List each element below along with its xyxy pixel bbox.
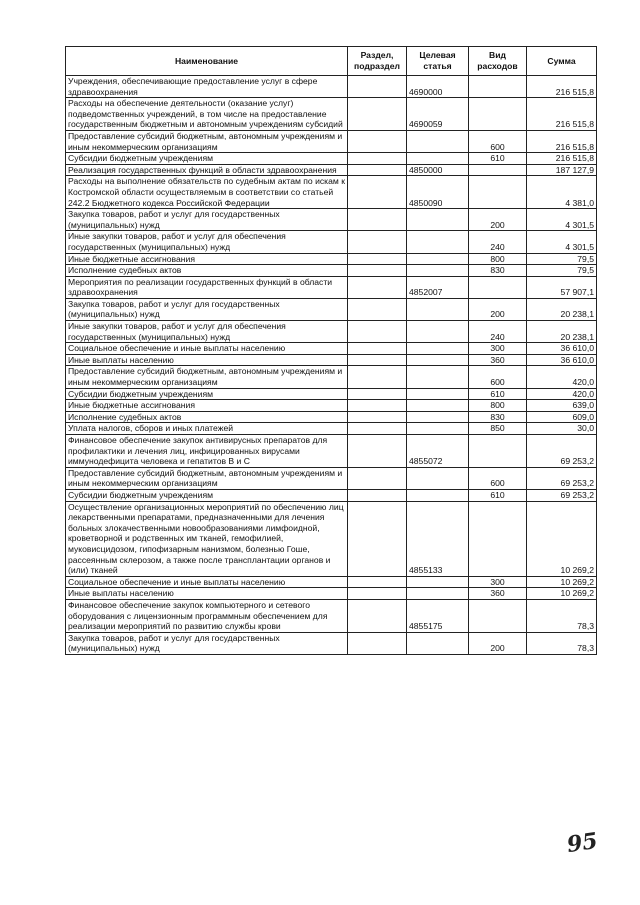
row-target xyxy=(407,209,469,231)
row-section xyxy=(348,209,407,231)
row-target xyxy=(407,576,469,588)
row-target xyxy=(407,265,469,277)
table-row xyxy=(66,489,597,501)
table-row xyxy=(66,321,597,343)
header-kind: Вид расходов xyxy=(469,47,527,76)
row-target xyxy=(407,153,469,165)
row-kind xyxy=(469,76,527,98)
row-target: 4852007 xyxy=(407,276,469,298)
row-section xyxy=(348,265,407,277)
row-kind: 610 xyxy=(469,489,527,501)
row-sum: 609,0 xyxy=(527,411,597,423)
row-section xyxy=(348,423,407,435)
row-sum: 69 253,2 xyxy=(527,435,597,468)
row-section xyxy=(348,411,407,423)
row-kind xyxy=(469,98,527,131)
table-row xyxy=(66,209,597,231)
row-kind: 850 xyxy=(469,423,527,435)
row-name: Осуществление организационных мероприятий по обеспечению лиц лекарственными препаратами, предназначенными для лечения больных злокачественными новообразованиями лимфоидной, кроветворной и родственных им тканей, гемофилией, муковисцидозом, гипофизарным нанизмом, болезнью Гоше, рассеянным склерозом, а также после трансплантации органов и (или) тканей xyxy=(66,501,348,576)
header-target: Целевая статья xyxy=(407,47,469,76)
row-target xyxy=(407,588,469,600)
row-kind: 600 xyxy=(469,130,527,152)
row-target xyxy=(407,400,469,412)
row-kind: 200 xyxy=(469,632,527,654)
row-sum: 216 515,8 xyxy=(527,76,597,98)
table-row xyxy=(66,632,597,654)
row-name: Иные бюджетные ассигнования xyxy=(66,400,348,412)
row-kind xyxy=(469,164,527,176)
table-row xyxy=(66,265,597,277)
row-kind: 240 xyxy=(469,231,527,253)
row-target: 4690059 xyxy=(407,98,469,131)
row-sum: 69 253,2 xyxy=(527,467,597,489)
row-name: Реализация государственных функций в области здравоохранения xyxy=(66,164,348,176)
table-row xyxy=(66,467,597,489)
row-name: Субсидии бюджетным учреждениям xyxy=(66,489,348,501)
row-section xyxy=(348,354,407,366)
row-sum: 36 610,0 xyxy=(527,343,597,355)
table-row xyxy=(66,343,597,355)
row-target xyxy=(407,411,469,423)
row-target: 4690000 xyxy=(407,76,469,98)
row-sum: 4 381,0 xyxy=(527,176,597,209)
row-kind xyxy=(469,176,527,209)
row-section xyxy=(348,388,407,400)
row-name: Иные выплаты населению xyxy=(66,588,348,600)
row-kind: 360 xyxy=(469,588,527,600)
row-kind: 830 xyxy=(469,411,527,423)
row-section xyxy=(348,276,407,298)
row-sum: 10 269,2 xyxy=(527,501,597,576)
row-sum: 216 515,8 xyxy=(527,130,597,152)
row-kind: 610 xyxy=(469,153,527,165)
row-name: Иные закупки товаров, работ и услуг для обеспечения государственных (муниципальных) нужд xyxy=(66,231,348,253)
table-header-row xyxy=(66,47,597,76)
row-section xyxy=(348,576,407,588)
table-row xyxy=(66,176,597,209)
row-sum: 639,0 xyxy=(527,400,597,412)
row-name: Исполнение судебных актов xyxy=(66,265,348,277)
table-row xyxy=(66,501,597,576)
row-name: Расходы на обеспечение деятельности (оказание услуг) подведомственных учреждений, в том числе на предоставление государственным бюджетным и автономным учреждениям субсидий xyxy=(66,98,348,131)
row-name: Исполнение судебных актов xyxy=(66,411,348,423)
row-target: 4850000 xyxy=(407,164,469,176)
row-target: 4855133 xyxy=(407,501,469,576)
row-section xyxy=(348,632,407,654)
row-section xyxy=(348,400,407,412)
row-section xyxy=(348,130,407,152)
row-sum: 4 301,5 xyxy=(527,209,597,231)
table-row xyxy=(66,298,597,320)
row-target xyxy=(407,298,469,320)
row-section xyxy=(348,435,407,468)
table-row xyxy=(66,435,597,468)
row-target: 4850090 xyxy=(407,176,469,209)
row-section xyxy=(348,489,407,501)
table-row xyxy=(66,253,597,265)
row-sum: 20 238,1 xyxy=(527,321,597,343)
header-section: Раздел, подраздел xyxy=(348,47,407,76)
row-name: Социальное обеспечение и иные выплаты населению xyxy=(66,343,348,355)
row-kind xyxy=(469,599,527,632)
row-name: Закупка товаров, работ и услуг для государственных (муниципальных) нужд xyxy=(66,209,348,231)
row-section xyxy=(348,467,407,489)
row-name: Уплата налогов, сборов и иных платежей xyxy=(66,423,348,435)
row-kind: 800 xyxy=(469,253,527,265)
row-name: Иные бюджетные ассигнования xyxy=(66,253,348,265)
row-sum: 79,5 xyxy=(527,253,597,265)
row-section xyxy=(348,599,407,632)
row-section xyxy=(348,231,407,253)
row-name: Финансовое обеспечение закупок антивирусных препаратов для профилактики и лечения лиц, инфицированных вирусами иммунодефицита человека и гепатитов В и С xyxy=(66,435,348,468)
row-sum: 78,3 xyxy=(527,599,597,632)
table-row xyxy=(66,366,597,388)
row-sum: 10 269,2 xyxy=(527,576,597,588)
table-row xyxy=(66,130,597,152)
row-kind: 600 xyxy=(469,467,527,489)
row-sum: 10 269,2 xyxy=(527,588,597,600)
row-kind: 800 xyxy=(469,400,527,412)
row-name: Иные выплаты населению xyxy=(66,354,348,366)
row-target xyxy=(407,489,469,501)
row-section xyxy=(348,153,407,165)
row-sum: 36 610,0 xyxy=(527,354,597,366)
table-row xyxy=(66,599,597,632)
row-kind: 200 xyxy=(469,298,527,320)
row-sum: 79,5 xyxy=(527,265,597,277)
table-row xyxy=(66,576,597,588)
row-target xyxy=(407,231,469,253)
document-page xyxy=(65,46,596,655)
row-target xyxy=(407,632,469,654)
row-target xyxy=(407,366,469,388)
table-row xyxy=(66,276,597,298)
row-name: Финансовое обеспечение закупок компьютерного и сетевого оборудования с лицензионным программным обеспечением для реализации мероприятий по развитию службы крови xyxy=(66,599,348,632)
row-section xyxy=(348,343,407,355)
row-target xyxy=(407,354,469,366)
row-name: Расходы на выполнение обязательств по судебным актам по искам к Костромской области осуществляемым в соответствии со статьей 242.2 Бюджетного кодекса Российской Федерации xyxy=(66,176,348,209)
row-kind xyxy=(469,276,527,298)
row-name: Иные закупки товаров, работ и услуг для обеспечения государственных (муниципальных) нужд xyxy=(66,321,348,343)
row-sum: 187 127,9 xyxy=(527,164,597,176)
row-kind: 610 xyxy=(469,388,527,400)
row-target xyxy=(407,321,469,343)
table-row xyxy=(66,388,597,400)
row-sum: 20 238,1 xyxy=(527,298,597,320)
row-section xyxy=(348,501,407,576)
row-section xyxy=(348,588,407,600)
row-name: Социальное обеспечение и иные выплаты населению xyxy=(66,576,348,588)
row-target xyxy=(407,130,469,152)
row-sum: 4 301,5 xyxy=(527,231,597,253)
table-row xyxy=(66,400,597,412)
row-section xyxy=(348,76,407,98)
row-name: Закупка товаров, работ и услуг для государственных (муниципальных) нужд xyxy=(66,298,348,320)
row-target xyxy=(407,467,469,489)
row-section xyxy=(348,321,407,343)
row-section xyxy=(348,298,407,320)
row-target: 4855175 xyxy=(407,599,469,632)
row-name: Предоставление субсидий бюджетным, автономным учреждениям и иным некоммерческим организациям xyxy=(66,366,348,388)
table-row xyxy=(66,423,597,435)
row-target xyxy=(407,253,469,265)
row-kind: 830 xyxy=(469,265,527,277)
row-sum: 78,3 xyxy=(527,632,597,654)
budget-table xyxy=(65,46,597,655)
row-sum: 420,0 xyxy=(527,366,597,388)
header-name: Наименование xyxy=(66,47,348,76)
row-kind: 300 xyxy=(469,576,527,588)
table-row xyxy=(66,588,597,600)
row-section xyxy=(348,164,407,176)
table-row xyxy=(66,153,597,165)
row-kind xyxy=(469,501,527,576)
table-row xyxy=(66,411,597,423)
row-section xyxy=(348,366,407,388)
row-sum: 216 515,8 xyxy=(527,153,597,165)
row-kind: 360 xyxy=(469,354,527,366)
table-row xyxy=(66,164,597,176)
row-name: Закупка товаров, работ и услуг для государственных (муниципальных) нужд xyxy=(66,632,348,654)
row-section xyxy=(348,176,407,209)
row-kind: 240 xyxy=(469,321,527,343)
row-name: Предоставление субсидий бюджетным, автономным учреждениям и иным некоммерческим организациям xyxy=(66,130,348,152)
row-target xyxy=(407,343,469,355)
row-target xyxy=(407,423,469,435)
row-sum: 216 515,8 xyxy=(527,98,597,131)
row-target: 4855072 xyxy=(407,435,469,468)
row-kind: 600 xyxy=(469,366,527,388)
row-sum: 30,0 xyxy=(527,423,597,435)
table-body xyxy=(66,76,597,655)
row-section xyxy=(348,98,407,131)
row-name: Субсидии бюджетным учреждениям xyxy=(66,388,348,400)
row-sum: 69 253,2 xyxy=(527,489,597,501)
table-row xyxy=(66,354,597,366)
row-sum: 420,0 xyxy=(527,388,597,400)
row-section xyxy=(348,253,407,265)
row-target xyxy=(407,388,469,400)
row-kind: 200 xyxy=(469,209,527,231)
row-name: Субсидии бюджетным учреждениям xyxy=(66,153,348,165)
row-sum: 57 907,1 xyxy=(527,276,597,298)
row-name: Мероприятия по реализации государственных функций в области здравоохранения xyxy=(66,276,348,298)
page-number: 95 xyxy=(565,827,600,859)
row-name: Предоставление субсидий бюджетным, автономным учреждениям и иным некоммерческим организациям xyxy=(66,467,348,489)
table-row xyxy=(66,98,597,131)
header-sum: Сумма xyxy=(527,47,597,76)
row-name: Учреждения, обеспечивающие предоставление услуг в сфере здравоохранения xyxy=(66,76,348,98)
row-kind: 300 xyxy=(469,343,527,355)
table-row xyxy=(66,76,597,98)
table-row xyxy=(66,231,597,253)
row-kind xyxy=(469,435,527,468)
